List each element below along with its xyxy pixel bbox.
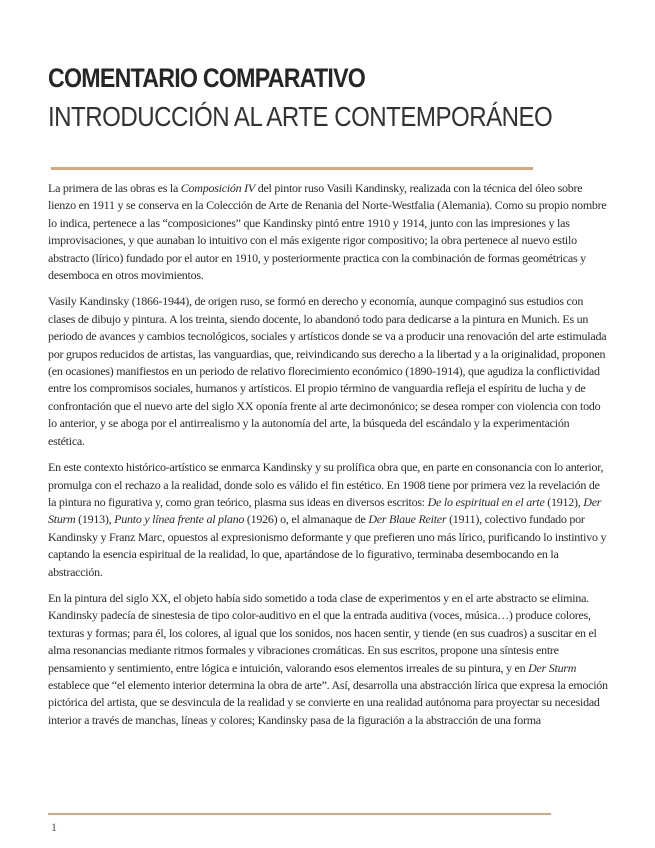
document-header xyxy=(48,62,634,134)
almanac-title-der-blaue-reiter: Der Blaue Reiter xyxy=(368,512,447,527)
paragraph-4-text-a: En la pintura del siglo XX, el objeto había sido sometido a toda clase de experimentos y en el arte abstracto se elimina. Kandinsky padecía de sinestesia de tipo color-auditivo en el que la entrada auditiva (voces, música…) produce colores, texturas y formas; para él, los colores, al igual que los sonidos, nos hacen sentir, y tiende (en sus cuadros) a suscitar en el alma resonancias mediante ritmos formales y vibraciones cromáticas. En sus escritos, propone una síntesis entre pensamiento y sentimiento, entre lógica e intuición, valorando esos elementos irreales de su pintura, y en xyxy=(48,590,597,675)
book-title-der-sturm: Der Sturm xyxy=(48,494,602,527)
page-number: 1 xyxy=(51,820,57,834)
paragraph-3 xyxy=(48,459,608,581)
paragraph-3-text-c: (1912), xyxy=(544,494,584,509)
paragraph-1-text-c: del pintor ruso Vasili Kandinsky, realizada con la técnica del óleo sobre lienzo en 1911 y se conserva en la Colección de Arte de Renania del Norte-Westfalia (Alemania). Como su propio nombre lo indica, pertenece a las “composiciones” que Kandinsky pintó entre 1910 y 1914, junto con las impresiones y las improvisaciones, y que aunaban lo intuitivo con el más exigente rigor compositivo; la obra pertenece al nuevo estilo abstracto (lírico) fundado por el autor en 1910, y posteriormente practica con la combinación de formas geométricas y desemboca en otros movimientos. xyxy=(48,181,607,283)
paragraph-4-text-c: establece que “el elemento interior determina la obra de arte”. Así, desarrolla una abstracción lírica que expresa la emoción pictórica del artista, que se desvincula de la realidad y se convierte en una realidad autónoma para proyectar su necesidad interior a través de manchas, líneas y colores; Kandinsky pasa de la figuración a la abstracción de una forma xyxy=(48,677,608,727)
paragraph-4 xyxy=(48,590,608,729)
document-body xyxy=(48,180,608,782)
paragraph-3-text-a: En este contexto histórico-artístico se enmarca Kandinsky y su prolífica obra que, en parte en consonancia con lo anterior, promulga con el rechazo a la realidad, donde solo es válido el fin estético. En 1908 tiene por primera vez la revelación de la pintura no figurativa y, como gran teórico, plasma sus ideas en diversos escritos: xyxy=(48,460,604,509)
header-divider xyxy=(51,167,533,170)
book-title-der-sturm-2: Der Sturm xyxy=(528,660,577,675)
document-subtitle: INTRODUCCIÓN AL ARTE CONTEMPORÁNEO xyxy=(48,101,553,132)
book-title-lo-espiritual: De lo espiritual en el arte xyxy=(427,494,545,509)
paragraph-2: Vasily Kandinsky (1866-1944), de origen ruso, se formó en derecho y economía, aunque compaginó sus estudios con clases de dibujo y pintura. A los treinta, siendo docente, lo abandonó todo para dedicarse a la pintura en Munich. Es un periodo de avances y cambios tecnológicos, sociales y artísticos donde se va a producir una renovación del arte estimulada por grupos reducidos de artistas, las vanguardias, que, reivindicando sus derecho a la libertad y a la originalidad, proponen (en ocasiones) manifiestos en un periodo de relativo florecimiento económico (1890-1914), que agudiza la conflictividad entre los compromisos sociales, humanos y artísticos. El propio término de vanguardia refleja el espíritu de lucha y de confrontación que el nuevo arte del siglo XX oponía frente al arte decimonónico; se desea romper con violencia con todo lo anterior, y se aboga por el antirrealismo y la autonomía del arte, la búsqueda del escándalo y la experimentación estética. xyxy=(48,294,607,448)
paragraph-3-text-g: (1926) o, el almanaque de xyxy=(244,512,369,527)
book-title-punto-y-linea: Punto y línea frente al plano xyxy=(114,512,245,527)
paragraph-3-text-e: (1913), xyxy=(75,512,115,527)
paragraph-1 xyxy=(48,180,608,284)
artwork-title-composicion-iv: Composición IV xyxy=(180,181,255,195)
paragraph-3-text-i: (1911), colectivo fundado por Kandinsky y Franz Marc, opuestos al expresionismo deformante y que prefieren uno más lírico, purificando lo instintivo y captando la esencia espiritual de la realidad, lo que, apartándose de lo figurativo, terminaba desembocando en la abstracción. xyxy=(48,512,607,579)
footer-divider xyxy=(48,813,551,815)
paragraph-1-text-a: La primera de las obras es la xyxy=(48,181,181,195)
document-title: COMENTARIO COMPARATIVO xyxy=(48,63,366,93)
